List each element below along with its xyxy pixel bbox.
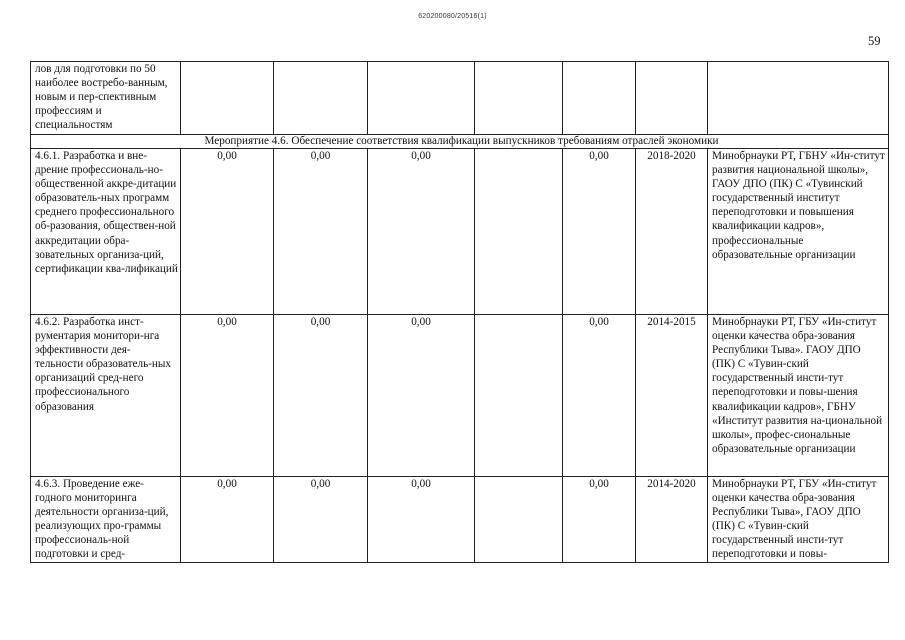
value-cell: 0,00 [368, 315, 475, 477]
value-cell: 0,00 [181, 149, 274, 315]
value-cell: 0,00 [563, 477, 636, 563]
value-cell: 0,00 [368, 477, 475, 563]
years-cell: 2018-2020 [636, 149, 708, 315]
value-cell: 0,00 [563, 149, 636, 315]
table-row-continuation [31, 62, 889, 135]
value-cell: 0,00 [274, 315, 368, 477]
value-cell [475, 315, 563, 477]
value-cell: 0,00 [368, 149, 475, 315]
years-cell: 2014-2020 [636, 477, 708, 563]
section-row [31, 135, 889, 149]
table-row [31, 149, 889, 315]
responsible-cell: Минобрнауки РТ, ГБНУ «Ин-ститут развития национальной школы», ГАОУ ДПО (ПК) С «Тувинский государственный институт переподготовки и повышения квалификации кадров», профессиональные образовательные организации [708, 149, 889, 315]
activity-name: 4.6.2. Разработка инст-рументария монитори-нга эффективности дея-тельности образователь-ных организаций сред-него профессионального образования [31, 315, 181, 477]
value-cell: 0,00 [181, 477, 274, 563]
program-table [30, 61, 889, 563]
value-cell: 0,00 [274, 149, 368, 315]
continuation-text: лов для подготовки по 50 наиболее востребо-ванным, новым и пер-спективным профессиям и специальностям [31, 62, 181, 135]
section-title: Мероприятие 4.6. Обеспечение соответствия квалификации выпускников требованиям отраслей экономики [31, 135, 889, 149]
activity-name: 4.6.1. Разработка и вне-дрение профессиональ-но-общественной аккре-дитации образователь-ных программ среднего профессионального об-разования, обществен-ной аккредитации обра-зовательных организа-ций, сертификации ква-лификаций [31, 149, 181, 315]
table-row [31, 315, 889, 477]
value-cell: 0,00 [181, 315, 274, 477]
activity-name: 4.6.3. Проведение еже-годного мониторинга деятельности организа-ций, реализующих про-граммы профессиональ-ной подготовки и сред- [31, 477, 181, 563]
responsible-cell: Минобрнауки РТ, ГБУ «Ин-ститут оценки качества обра-зования Республики Тыва», ГАОУ ДПО (ПК) С «Тувин-ский государственный инсти-тут переподготовки и повы- [708, 477, 889, 563]
value-cell [475, 149, 563, 315]
value-cell: 0,00 [563, 315, 636, 477]
value-cell [475, 477, 563, 563]
page-number: 59 [868, 34, 881, 48]
document-id: 620200080/20516(1) [418, 13, 487, 20]
responsible-cell: Минобрнауки РТ, ГБУ «Ин-ститут оценки качества обра-зования Республики Тыва». ГАОУ ДПО (ПК) С «Тувин-ский государственный инсти-тут переподготовки и повы-шения квалификации кадров», ГБНУ «Институт развития на-циональной школы», профес-сиональные образовательные организации [708, 315, 889, 477]
years-cell: 2014-2015 [636, 315, 708, 477]
table-row [31, 477, 889, 563]
value-cell: 0,00 [274, 477, 368, 563]
